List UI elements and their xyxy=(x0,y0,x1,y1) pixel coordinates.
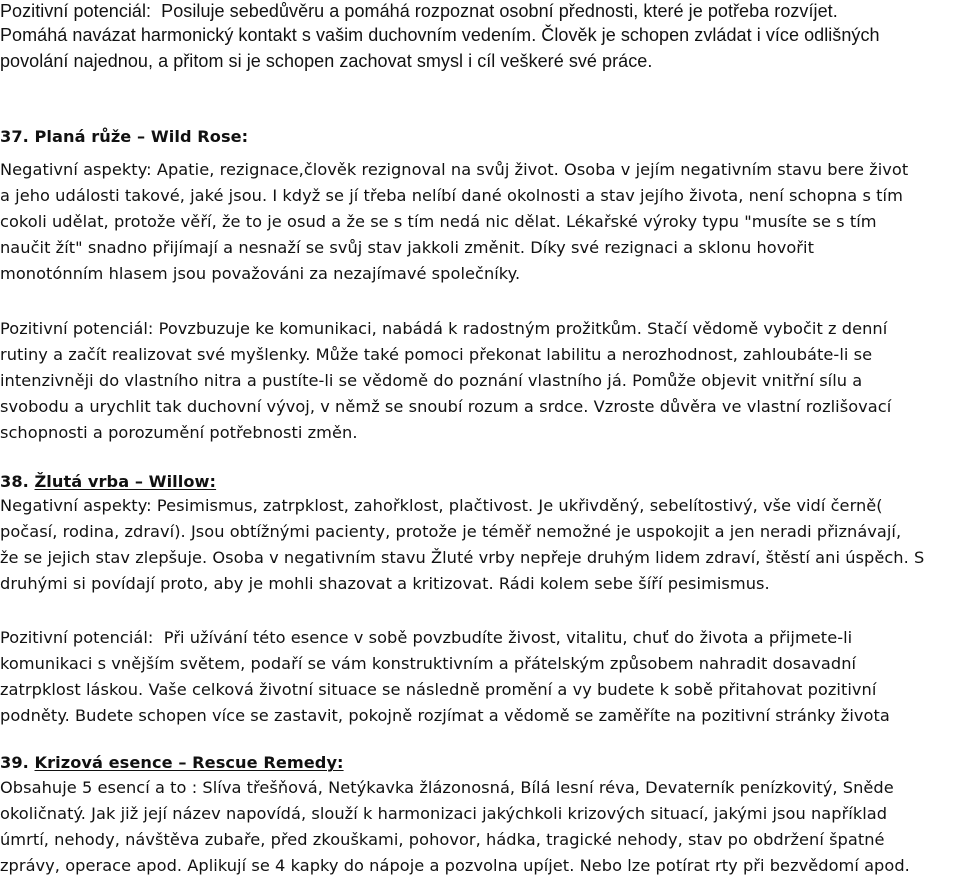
section-heading-38 xyxy=(0,469,960,495)
paragraph-line: intenzivněji do vlastního nitra a pustíte-li se vědomě do poznání vlastního já. Pomůže objevit vnitřní sílu a xyxy=(0,371,863,390)
paragraph-line: svobodu a urychlit tak duchovní vývoj, v němž se snoubí rozum a srdce. Vzroste důvěra ve vlastní rozlišovací xyxy=(0,397,892,416)
paragraph-line: povolání najednou, a přitom si je schopen zachovat smysl i cíl veškeré své práce. xyxy=(0,51,653,71)
paragraph-line: komunikaci s vnějším světem, podaří se vám konstruktivním a přátelským způsobem nahradit dosavadní xyxy=(0,654,857,673)
section-number: 38. xyxy=(0,472,35,491)
paragraph-line: Pozitivní potenciál: Při užívání této esence v sobě povzbudíte živost, vitalitu, chuť do života a přijmete-li xyxy=(0,628,853,647)
paragraph-line: Pomáhá navázat harmonický kontakt s vašim duchovním vedením. Člověk je schopen zvládat i více odlišných xyxy=(0,25,880,45)
section-title: Krizová esence – Rescue Remedy: xyxy=(34,753,344,772)
paragraph-line: Negativní aspekty: Apatie, rezignace,člověk rezignoval na svůj život. Osoba v jejím negativním stavu bere život xyxy=(0,160,909,179)
paragraph-line: podněty. Budete schopen více se zastavit, pokojně rozjímat a vědomě se zaměříte na pozitivní stránky života xyxy=(0,706,890,725)
paragraph-line: zatrpklost láskou. Vaše celková životní situace se následně promění a vy budete k sobě přitahovat pozitivní xyxy=(0,680,877,699)
paragraph-line: zprávy, operace apod. Aplikují se 4 kapky do nápoje a pozvolna upíjet. Nebo lze potírat rty při bezvědomí apod. xyxy=(0,856,910,875)
paragraph-line: Obsahuje 5 esencí a to : Slíva třešňová, Netýkavka žlázonosná, Bílá lesní réva, Devaterník penízkovitý, Sněde xyxy=(0,778,894,797)
paragraph-line: že se jejich stav zlepšuje. Osoba v negativním stavu Žluté vrby nepřeje druhým lidem zdraví, štěstí ani úspěch. S xyxy=(0,548,925,567)
section-heading-39 xyxy=(0,750,960,776)
paragraph-line: okoličnatý. Jak již její název napovídá, slouží k harmonizaci jakýchkoli krizových situací, jakými jsou například xyxy=(0,804,888,823)
paragraph-line: Pozitivní potenciál: Povzbuzuje ke komunikaci, nabádá k radostným prožitkům. Stačí vědomě vybočit z denní xyxy=(0,319,888,338)
paragraph-line: monotónním hlasem jsou považováni za nezajímavé společníky. xyxy=(0,264,521,283)
paragraph-line: cokoli udělat, protože věří, že to je osud a že se s tím nedá nic dělat. Lékařské výroky typu "musíte se s tím xyxy=(0,212,877,231)
paragraph-line: naučit žít" snadno přijímají a nesnaží se svůj stav jakkoli změnit. Díky své rezignaci a sklonu hovořit xyxy=(0,238,814,257)
paragraph-line: Pozitivní potenciál: Posiluje sebedůvěru a pomáhá rozpoznat osobní přednosti, které je potřeba rozvíjet. xyxy=(0,1,838,21)
section-heading-37: 37. Planá růže – Wild Rose: xyxy=(0,127,249,146)
paragraph-line: Negativní aspekty: Pesimismus, zatrpklost, zahořklost, plačtivost. Je ukřivděný, sebelítostivý, vše vidí černě( xyxy=(0,496,883,515)
paragraph-line: druhými si povídají proto, aby je mohli shazovat a kritizovat. Rádi kolem sebe šíří pesimismus. xyxy=(0,574,770,593)
paragraph-line: schopnosti a porozumění potřebnosti změn. xyxy=(0,423,358,442)
section-number: 39. xyxy=(0,753,35,772)
paragraph-line: rutiny a začít realizovat své myšlenky. Může také pomoci překonat labilitu a nerozhodnost, zahloubáte-li se xyxy=(0,345,873,364)
paragraph-line: počasí, rodina, zdraví). Jsou obtížnými pacienty, protože je téměř nemožné je uspokojit a jen neradi přiznávají, xyxy=(0,522,902,541)
paragraph-line: úmrtí, nehody, návštěva zubaře, před zkouškami, pohovor, hádka, tragické nehody, stav po obdržení špatné xyxy=(0,830,885,849)
paragraph-line: a jeho události takové, jaké jsou. I když se jí třeba nelíbí dané okolnosti a stav jejího života, není schopna s tím xyxy=(0,186,903,205)
section-title: Žlutá vrba – Willow: xyxy=(34,472,217,491)
